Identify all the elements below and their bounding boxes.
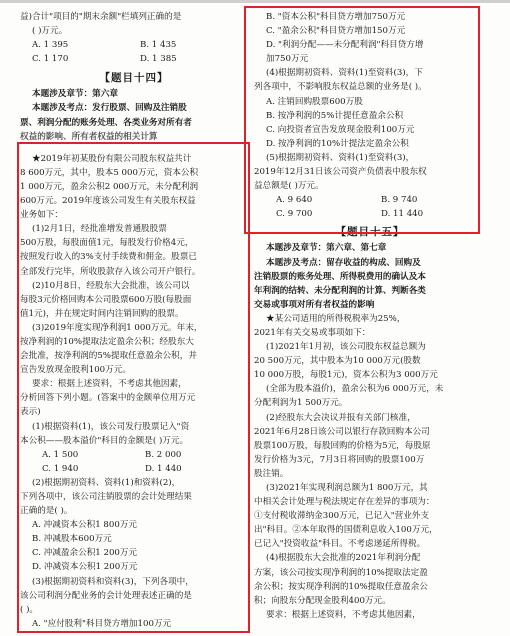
option: A. 9 640 [276, 195, 313, 206]
option: B. 2 000 [145, 449, 182, 460]
option: C. 冲减盈余公积1 200万元 [32, 548, 138, 559]
points-line: 年利润的结转、未分配利润的计算、判断各类 [254, 285, 426, 296]
text-line: 8 600万元，其中，股本5 000万元，资本公积 [20, 167, 199, 178]
text-line: (4)根据期初资料、资料(1)至资料(3)，下 [266, 68, 423, 79]
points-line: 本题涉及考点：留存收益的构成、回购及 [266, 257, 421, 268]
text-line: 股票100万股，每股回购的价格为5元，每股原 [254, 440, 431, 451]
question-body [254, 312, 486, 622]
points-line: 交易或事项对所有者权益的影响 [254, 299, 375, 310]
option: A. 1 395 [32, 40, 69, 51]
text-line: 本公积——股本溢价"科目的金额是( )万元。 [20, 435, 189, 446]
option: B. "资本公积"科目贷方增加750万元 [266, 12, 406, 22]
text-line: (1)2021年1月初，该公司股东权益总额为 [266, 342, 426, 353]
text-line: (5)根据期初资料、资料(1)至资料(3)， [266, 152, 415, 163]
option: B. 冲减股本600万元 [32, 534, 112, 545]
text-line: (1)根据资料(1)，该公司发行股票记入"资 [32, 421, 190, 432]
option: C. 1 170 [32, 54, 69, 65]
text-line: (2)根据期初资料、资料(1)和资料(2)， [32, 477, 181, 488]
option: D. 1 440 [145, 463, 182, 474]
text-line: 2021年6月28日该公司以银行存款回购本公司 [254, 426, 430, 437]
text-line: 按照发行收入的3%支付手续费和佣金。股票已 [20, 252, 197, 263]
highlight-box-right [244, 6, 480, 234]
option: A. 冲减资本公积1 800万元 [32, 520, 138, 531]
text-line: 分析回答下列小题。(答案中的金额单位用万元 [20, 393, 196, 404]
text-line: 列各项中，不影响股东权益总额的业务是( )。 [254, 82, 427, 93]
text-line: 积；向股东分配现金股利400万元。 [254, 595, 391, 606]
text-line: (1)2月1日，经批准增发普通股股票 [32, 224, 167, 235]
chapter-line: 本题涉及章节：第六章、第七章 [266, 243, 387, 254]
text-line: 全部发行完毕，所收股款存入该公司开户银行。 [20, 266, 201, 277]
text-line: 正确的是( )。 [20, 506, 73, 517]
text-line: 表示) [20, 407, 41, 418]
text-line: 方案，该公司按实现净利润的10%提取法定盈 [254, 567, 428, 578]
text-line: 20 500万元，其中股本为10 000万元(股数 [254, 356, 421, 367]
question-heading: 【题目十四】 [99, 72, 169, 85]
text-line: 会批准，按净利润的5%提取任意盈余公积，并 [20, 351, 197, 362]
option: C. 9 700 [276, 209, 313, 220]
points-line: 注销股票的账务处理、所得税费用的确认及本 [254, 271, 426, 282]
text-line: 每股3元价格回购本公司股票600万股(每股面 [20, 294, 192, 305]
text-line: 业务如下： [20, 210, 63, 221]
option: C. 向投资者宣告发放现金股利100万元 [266, 124, 415, 135]
text-line: 2019年12月31日该公司资产负债表中股东权 [254, 167, 427, 178]
text-line: ( )万元。 [32, 26, 68, 37]
option: B. 9 740 [381, 195, 418, 206]
option-row [20, 38, 248, 52]
text-line: (3)2021年实现利润总额为1 800万元，其 [266, 483, 428, 493]
option: A. 注销回购股票600万股 [266, 96, 363, 107]
points-line: 本题涉及考点：发行股票、回购及注销股 [32, 103, 187, 114]
text-line: (2)经股东大会决议并报有关部门核准， [266, 412, 416, 423]
text-line: 600万元。2019年度该公司发生有关股东权益 [20, 196, 196, 207]
option: D. 1 385 [140, 54, 177, 65]
option: A. 1 500 [42, 449, 79, 460]
text-line: 要求：根据上述资料，不考虑其他因素， [266, 609, 421, 620]
text-line: 益总额是( )万元。 [254, 181, 324, 192]
option: D. 冲减资本公积1 200万元 [32, 562, 138, 573]
option: D. 按净利润的10%计提法定盈余公积 [266, 138, 409, 149]
points-line: 权益的影响、所有者权益的相关计算 [20, 131, 158, 142]
text-line: ★某公司适用的所得税税率为25%， [266, 313, 406, 324]
text-line: 分配利润为1 500万元。 [254, 398, 348, 409]
text-line: 出"科目。②本年取得的国债利息收入100万元， [254, 525, 438, 536]
option: D. "利润分配——未分配利润"科目贷方增 [266, 40, 424, 51]
text-line: 余公积；按实现净利润的10%提取任意盈余公 [254, 581, 428, 592]
text-line: ①支付税收滞纳金300万元，已记入"营业外支 [254, 511, 430, 522]
text-line: 10 000万股，每股1元)，资本公积为3 000万元 [254, 370, 438, 381]
text-line: 要求：根据上述资料，不考虑其他因素， [32, 379, 187, 390]
text-line: (2)10月8日，经股东大会批准，该公司以 [32, 280, 190, 291]
text-line: 发行价格为3元，7月3日将回购的股票100万 [254, 454, 425, 465]
text-line: (全部为股本溢价)，盈余公积为6 000万元，未 [266, 384, 444, 395]
text-line: 股注销。 [254, 468, 289, 479]
option-row [20, 52, 248, 66]
highlight-box-left [17, 142, 250, 633]
text-line: ★2019年初某股份有限公司股东权益共计 [32, 153, 192, 164]
question-heading: 【题目十五】 [335, 226, 405, 239]
text-line: 下列各项中，该公司注销股票的会计处理结果 [20, 492, 192, 502]
option: D. 11 440 [381, 209, 424, 220]
text-line: (3)2019年度实现净利润1 000万元。年末， [32, 322, 203, 333]
text-line: 已记入"投资收益"科目。不考虑递延所得税。 [254, 539, 426, 550]
text-line: 益)合计"项目的"期末余额"栏填列正确的是 [20, 12, 182, 22]
text-line: 宣告发放现金股利100万元。 [20, 365, 131, 376]
text-line: (3)根据期初资料和资料(3)，下列各项中， [32, 576, 194, 587]
text-line: ( )。 [20, 604, 39, 615]
option: B. 按净利润的5%计提任意盈余公积 [266, 110, 404, 121]
text-line: 中相关会计处理与税法规定存在差异的事项为： [254, 497, 435, 508]
option: B. 1 435 [140, 40, 177, 51]
text-line: 该公司利润分配业务的会计处理表述正确的是 [20, 590, 192, 601]
option: C. "盈余公积"科目贷方增加150万元 [266, 26, 406, 37]
text-line: 2021年有关交易或事项如下： [254, 327, 371, 338]
option: 加750万元 [266, 54, 309, 65]
text-line: 按净利润的10%提取法定盈余公积；经股东大 [20, 336, 194, 347]
text-line: 值1元)，并在规定时间内注销回购的股票。 [20, 308, 184, 319]
text-line: 500万股，每股面值1元，每股发行价格4元， [20, 238, 194, 249]
chapter-line: 本题涉及章节：第六章 [32, 89, 118, 100]
option: A. "应付股利"科目贷方增加100万元 [32, 618, 172, 629]
option: C. 1 940 [42, 463, 79, 474]
points-line: 票、利润分配的账务处理、各类业务对所有者 [20, 117, 192, 128]
text-line: (4)根据股东大会批准的2021年利润分配 [266, 553, 421, 564]
text-line: 1 000万元，盈余公积2 000万元，未分配利润 [20, 181, 199, 192]
